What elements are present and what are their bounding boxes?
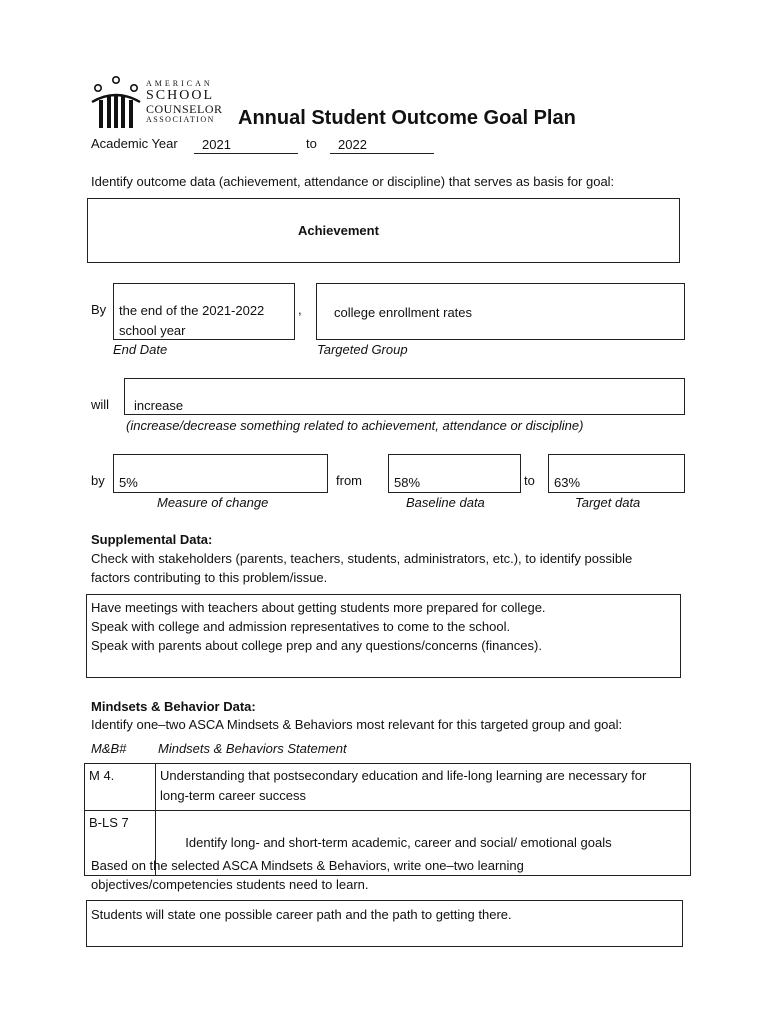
asca-logo [90, 76, 230, 132]
baseline-value: 58% [394, 475, 421, 490]
end-date-line2: school year [119, 323, 186, 338]
from-label: from [336, 473, 362, 488]
mb-code: M 4. [89, 768, 115, 783]
targeted-group-field[interactable] [316, 283, 685, 340]
logo-line-school: SCHOOL [146, 88, 215, 103]
mb-statement-header: Mindsets & Behaviors Statement [158, 741, 347, 756]
to-label: to [524, 473, 535, 488]
academic-year-to-field[interactable] [330, 136, 434, 154]
asca-figures-icon [90, 76, 142, 130]
outcome-value: Achievement [298, 223, 379, 238]
will-value: increase [134, 398, 184, 413]
academic-year-to-value: 2022 [338, 137, 367, 152]
mb-statement-line1: Identify long- and short-term academic, career and social/ emotional goals [181, 835, 612, 850]
academic-year-from-value: 2021 [202, 137, 231, 152]
outcome-prompt: Identify outcome data (achievement, attendance or discipline) that serves as basis for goal: [91, 174, 615, 189]
measure-field[interactable] [113, 454, 328, 493]
mb-code: B-LS 7 [89, 815, 129, 830]
logo-line-counselor: COUNSELOR [146, 102, 223, 116]
baseline-field[interactable] [388, 454, 521, 493]
mb-statement-line1: Understanding that postsecondary education and life-long learning are necessary for [160, 768, 647, 783]
supplemental-line: Speak with college and admission representatives to come to the school. [91, 619, 511, 634]
by-label: By [91, 302, 107, 317]
supplemental-heading: Supplemental Data: [91, 532, 213, 547]
supplemental-line: Have meetings with teachers about getting students more prepared for college. [91, 600, 546, 615]
end-date-caption: End Date [113, 342, 168, 357]
table-row [85, 764, 691, 811]
mb-number-header: M&B# [91, 741, 127, 756]
academic-year-label: Academic Year [91, 136, 178, 151]
end-date-line1: the end of the 2021-2022 [119, 303, 265, 318]
supplemental-prompt-line1: Check with stakeholders (parents, teachers, students, administrators, etc.), to identify possible [91, 551, 633, 566]
measure-by-label: by [91, 473, 105, 488]
objectives-prompt-line1: Based on the selected ASCA Mindsets & Behaviors, write one–two learning [91, 858, 524, 873]
measure-caption: Measure of change [157, 495, 269, 510]
outcome-field[interactable] [87, 198, 680, 263]
logo-line-association: ASSOCIATION [146, 115, 215, 124]
objectives-value: Students will state one possible career path and the path to getting there. [91, 907, 512, 922]
will-caption: (increase/decrease something related to achievement, attendance or discipline) [126, 418, 584, 433]
objectives-prompt-line2: objectives/competencies students need to learn. [91, 877, 369, 892]
targeted-group-caption: Targeted Group [317, 342, 408, 357]
measure-value: 5% [119, 475, 138, 490]
logo-line-american: AMERICAN [146, 79, 213, 88]
academic-year-to-label: to [306, 136, 317, 151]
mindsets-prompt: Identify one–two ASCA Mindsets & Behaviors most relevant for this targeted group and goal: [91, 717, 623, 732]
baseline-caption: Baseline data [406, 495, 485, 510]
academic-year-from-field[interactable] [194, 136, 298, 154]
targeted-group-value: college enrollment rates [334, 305, 473, 320]
supplemental-line: Speak with parents about college prep and any questions/concerns (finances). [91, 638, 542, 653]
mb-statement-line2: long-term career success [160, 788, 306, 803]
page-title: Annual Student Outcome Goal Plan [238, 107, 576, 129]
objectives-field[interactable] [86, 900, 683, 947]
target-caption: Target data [575, 495, 641, 510]
supplemental-prompt-line2: factors contributing to this problem/issue. [91, 570, 328, 585]
target-value: 63% [554, 475, 581, 490]
will-label: will [91, 397, 110, 412]
mb-code-cell[interactable] [85, 764, 156, 811]
mindsets-heading: Mindsets & Behavior Data: [91, 699, 256, 714]
will-field[interactable] [124, 378, 685, 415]
target-field[interactable] [548, 454, 685, 493]
supplemental-field[interactable] [86, 594, 681, 678]
end-date-field[interactable] [113, 283, 295, 340]
by-comma: , [298, 302, 302, 317]
mb-statement-cell[interactable] [156, 764, 691, 811]
